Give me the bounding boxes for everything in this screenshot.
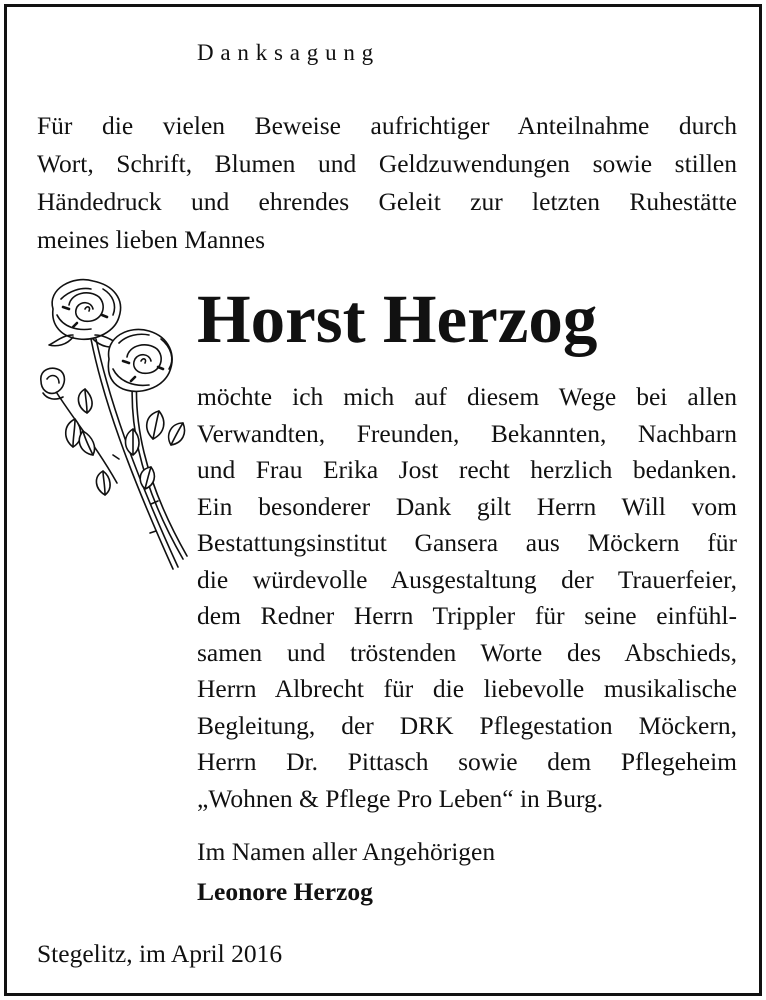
roses-icon: [33, 269, 193, 589]
closing-block: [197, 832, 495, 912]
obituary-frame: [4, 4, 762, 996]
body-line: Begleitung, der DRK Pflegestation Möckern,: [197, 710, 737, 740]
intro-line: Für die vielen Beweise aufrichtiger Anteilnahme durch: [37, 111, 737, 140]
body-line: Ein besonderer Dank gilt Herrn Will vom: [197, 491, 737, 521]
body-line: und Frau Erika Jost recht herzlich bedanken.: [197, 455, 737, 484]
intro-paragraph: [37, 107, 737, 259]
body-line: dem Redner Herrn Trippler für seine einfühl-: [197, 601, 737, 630]
body-line: die würdevolle Ausgestaltung der Trauerfeier,: [197, 564, 737, 594]
closing-text: Im Namen aller Angehörigen: [197, 837, 496, 866]
place-date: Stegelitz, im April 2016: [37, 939, 283, 968]
signature: Leonore Herzog: [197, 877, 373, 906]
body-line: Verwandten, Freunden, Bekannten, Nachbarn: [197, 418, 737, 448]
body-line: Bestattungsinstitut Gansera aus Möckern für: [197, 528, 737, 557]
body-line: „Wohnen & Pflege Pro Leben“ in Burg.: [197, 783, 604, 813]
body-paragraph: [197, 379, 737, 817]
body-line: möchte ich mich auf diesem Wege bei allen: [197, 382, 737, 411]
deceased-name: Horst Herzog: [197, 281, 598, 357]
body-line: Herrn Dr. Pittasch sowie dem Pflegeheim: [197, 747, 737, 776]
intro-line: meines lieben Mannes: [37, 225, 266, 254]
heading: Danksagung: [197, 40, 380, 65]
body-line: Herrn Albrecht für die liebevolle musikalische: [197, 674, 737, 703]
intro-line: Händedruck und ehrendes Geleit zur letzten Ruhestätte: [37, 187, 737, 216]
body-line: samen und tröstenden Worte des Abschieds,: [197, 637, 737, 667]
intro-line: Wort, Schrift, Blumen und Geldzuwendungen sowie stillen: [37, 149, 737, 178]
